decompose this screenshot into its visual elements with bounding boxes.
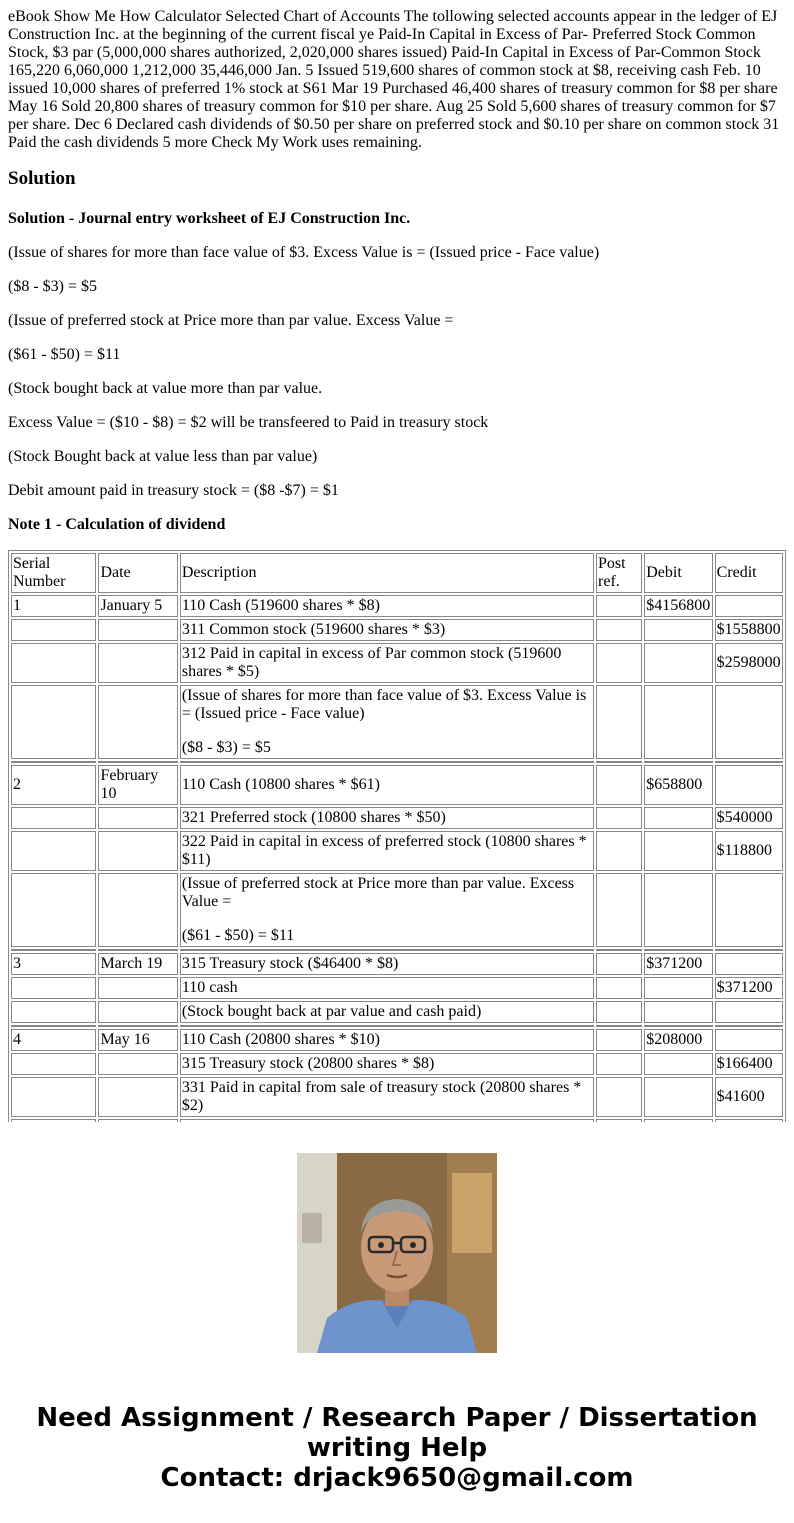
narration-cell: (Stock bought back at par value and cash paid): [180, 1001, 594, 1023]
narration-line: (Issue of shares for more than face value of $3. Excess Value is = (Issued price - Face value): [181, 687, 587, 722]
table-row: [11, 807, 783, 829]
debit-cell: $658800: [644, 765, 712, 805]
paragraph: Excess Value = ($10 - $8) = $2 will be transfeered to Paid in treasury stock: [8, 414, 489, 431]
description-cell: 110 cash: [180, 977, 594, 999]
date-cell: March 19: [98, 953, 177, 975]
journal-entry-table: [8, 550, 786, 1196]
date-cell: February 10: [98, 765, 177, 805]
table-row: [11, 831, 783, 871]
description-cell: 311 Common stock (519600 shares * $3): [180, 619, 594, 641]
paragraph: ($8 - $3) = $5: [8, 278, 98, 295]
table-row: [11, 953, 783, 975]
table-row: [11, 685, 783, 759]
note-heading: Note 1 - Calculation of dividend: [8, 516, 226, 533]
table-row: [11, 1077, 783, 1117]
table-row: [11, 873, 783, 947]
avatar: [297, 1153, 497, 1353]
worksheet-heading: Solution - Journal entry worksheet of EJ Construction Inc.: [8, 210, 411, 227]
table-header-row: [11, 553, 783, 593]
description-cell: 321 Preferred stock (10800 shares * $50): [180, 807, 594, 829]
paragraph: ($61 - $50) = $11: [8, 346, 121, 363]
post-ref-cell: [596, 595, 642, 617]
table-row: [11, 595, 783, 617]
description-cell: 322 Paid in capital in excess of preferred stock (10800 shares * $11): [180, 831, 594, 871]
table-row: [11, 643, 783, 683]
description-cell: 110 Cash (20800 shares * $10): [180, 1029, 594, 1051]
paragraph: (Stock bought back at value more than par value.: [8, 380, 323, 397]
header-date: Date: [98, 553, 177, 593]
credit-cell: $1558800: [715, 619, 783, 641]
serial-cell: 4: [11, 1029, 96, 1051]
header-post-ref: Post ref.: [596, 553, 642, 593]
narration-line: ($8 - $3) = $5: [181, 739, 271, 756]
table-row: [11, 1053, 783, 1075]
header-debit: Debit: [644, 553, 712, 593]
spacer-row: [11, 949, 783, 951]
date-cell: May 16: [98, 1029, 177, 1051]
description-cell: 110 Cash (10800 shares * $61): [180, 765, 594, 805]
debit-cell: $4156800: [644, 595, 712, 617]
promo-line: Need Assignment / Research Paper / Dissertation: [36, 1403, 758, 1433]
description-cell: 312 Paid in capital in excess of Par common stock (519600 shares * $5): [180, 643, 594, 683]
promo-line: writing Help: [306, 1433, 488, 1463]
debit-cell: $371200: [644, 953, 712, 975]
serial-cell: 3: [11, 953, 96, 975]
description-cell: 315 Treasury stock ($46400 * $8): [180, 953, 594, 975]
table-row: [11, 619, 783, 641]
credit-cell: $166400: [715, 1053, 783, 1075]
serial-cell: 1: [11, 595, 96, 617]
header-description: Description: [180, 553, 594, 593]
narration-line: (Issue of preferred stock at Price more than par value. Excess Value =: [181, 875, 575, 910]
person-photo-icon: [297, 1153, 497, 1353]
description-cell: 315 Treasury stock (20800 shares * $8): [180, 1053, 594, 1075]
question-text: eBook Show Me How Calculator Selected Chart of Accounts The tollowing selected accounts appear in the ledger of EJ Construction Inc. at the beginning of the current fiscal ye Paid-In Capital in Excess of Par- Preferred Stock Common Stock, $3 par (5,000,000 shares authorized, 2,020,000 shares issued) Paid-In Capital in Excess of Par-Common Stock 165,220 6,060,000 1,212,000 35,446,000 Jan. 5 Issued 519,600 shares of common stock at $8, receiving cash Feb. 10 issued 10,000 shares of preferred 1% stock at S61 Mar 19 Purchased 46,400 shares of treasury common for $8 per share May 16 Sold 20,800 shares of treasury common for $10 per share. Aug 25 Sold 5,600 shares of treasury common for $7 per share. Dec 6 Declared cash dividends of $0.50 per share on preferred stock and $0.10 per share on common stock 31 Paid the cash dividends 5 more Check My Work uses remaining.: [8, 8, 780, 151]
promo-text: [0, 1403, 794, 1493]
narration-cell: [180, 685, 594, 759]
debit-cell: $208000: [644, 1029, 712, 1051]
paragraph: Debit amount paid in treasury stock = ($8 -$7) = $1: [8, 482, 339, 499]
credit-cell: $118800: [715, 831, 783, 871]
table-row: [11, 1029, 783, 1051]
paragraph: (Issue of shares for more than face value of $3. Excess Value is = (Issued price - Face value): [8, 244, 600, 261]
table-row: [11, 765, 783, 805]
paragraph: (Stock Bought back at value less than par value): [8, 448, 318, 465]
table-row: [11, 1001, 783, 1023]
spacer-row: [11, 1025, 783, 1027]
description-cell: 331 Paid in capital from sale of treasury stock (20800 shares * $2): [180, 1077, 594, 1117]
narration-cell: [180, 873, 594, 947]
header-credit: Credit: [715, 553, 783, 593]
promo-banner: [0, 1122, 794, 1523]
promo-contact[interactable]: Contact: drjack9650@gmail.com: [160, 1463, 634, 1493]
serial-cell: 2: [11, 765, 96, 805]
credit-cell: $41600: [715, 1077, 783, 1117]
date-cell: January 5: [98, 595, 177, 617]
paragraph: (Issue of preferred stock at Price more than par value. Excess Value =: [8, 312, 454, 329]
credit-cell: $540000: [715, 807, 783, 829]
solution-heading: Solution: [8, 168, 76, 189]
description-cell: 110 Cash (519600 shares * $8): [180, 595, 594, 617]
spacer-row: [11, 761, 783, 763]
credit-cell: [715, 595, 783, 617]
header-serial: Serial Number: [11, 553, 96, 593]
table-row: [11, 977, 783, 999]
credit-cell: $371200: [715, 977, 783, 999]
credit-cell: $2598000: [715, 643, 783, 683]
narration-line: ($61 - $50) = $11: [181, 927, 295, 944]
